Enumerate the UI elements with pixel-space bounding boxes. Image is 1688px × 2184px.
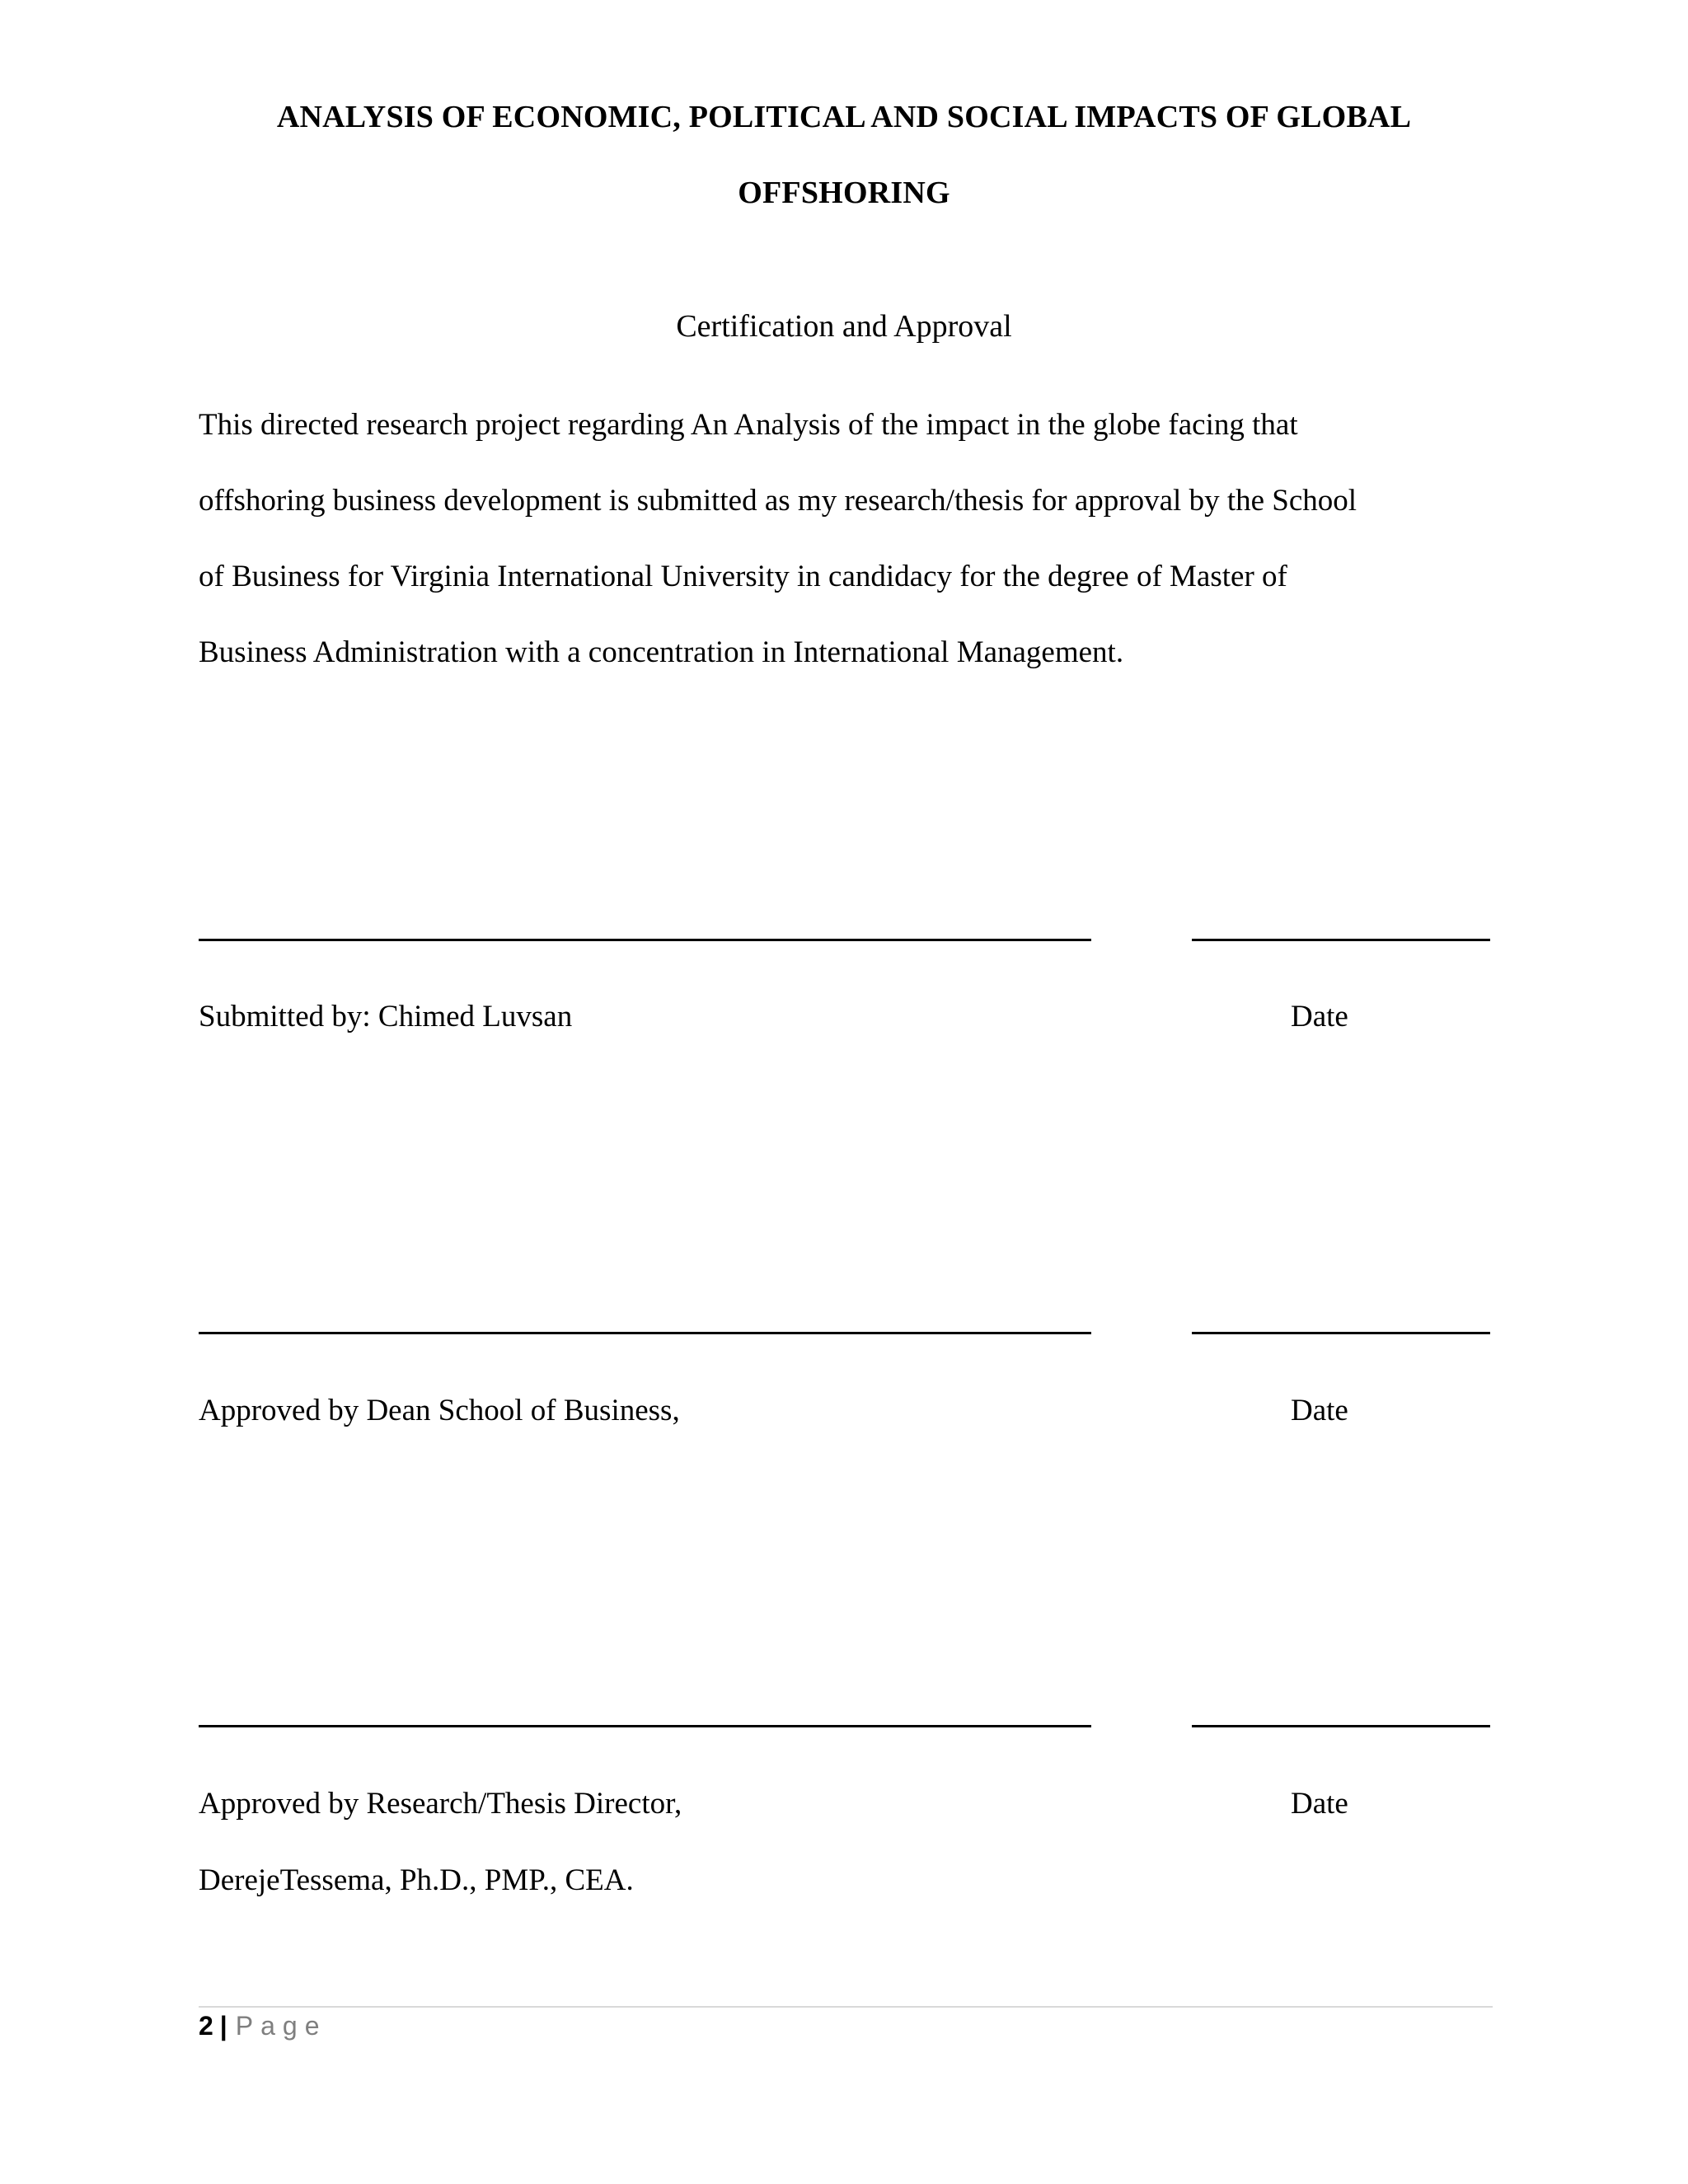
footer-divider bbox=[199, 2006, 1493, 2008]
body-paragraph-line: Business Administration with a concentration in International Management. bbox=[199, 635, 1124, 669]
signature-line bbox=[199, 1725, 1091, 1727]
page-footer bbox=[199, 2011, 326, 2041]
body-paragraph-line: of Business for Virginia International University in candidacy for the degree of Master of bbox=[199, 560, 1287, 593]
document-title-line-1: ANALYSIS OF ECONOMIC, POLITICAL AND SOCIAL IMPACTS OF GLOBAL bbox=[276, 100, 1412, 134]
signature-label-submitted: Submitted by: Chimed Luvsan bbox=[199, 1000, 573, 1033]
date-label: Date bbox=[1291, 1787, 1348, 1821]
body-paragraph-line: This directed research project regarding An Analysis of the impact in the globe facing that bbox=[199, 408, 1298, 442]
page-word: Page bbox=[235, 2011, 327, 2041]
footer-separator: | bbox=[219, 2011, 227, 2041]
signature-label-dean: Approved by Dean School of Business, bbox=[199, 1394, 680, 1427]
signature-director-name: DerejeTessema, Ph.D., PMP., CEA. bbox=[199, 1863, 634, 1897]
signature-line bbox=[199, 939, 1091, 941]
date-line bbox=[1192, 1725, 1490, 1727]
page-number: 2 bbox=[199, 2011, 213, 2041]
date-line bbox=[1192, 1332, 1490, 1334]
date-label: Date bbox=[1291, 1394, 1348, 1427]
date-label: Date bbox=[1291, 1000, 1348, 1033]
signature-line bbox=[199, 1332, 1091, 1334]
date-line bbox=[1192, 939, 1490, 941]
body-paragraph-line: offshoring business development is submitted as my research/thesis for approval by the School bbox=[199, 484, 1357, 518]
signature-label-director: Approved by Research/Thesis Director, bbox=[199, 1787, 682, 1821]
document-title-line-2: OFFSHORING bbox=[738, 176, 950, 210]
section-subtitle: Certification and Approval bbox=[676, 309, 1012, 344]
